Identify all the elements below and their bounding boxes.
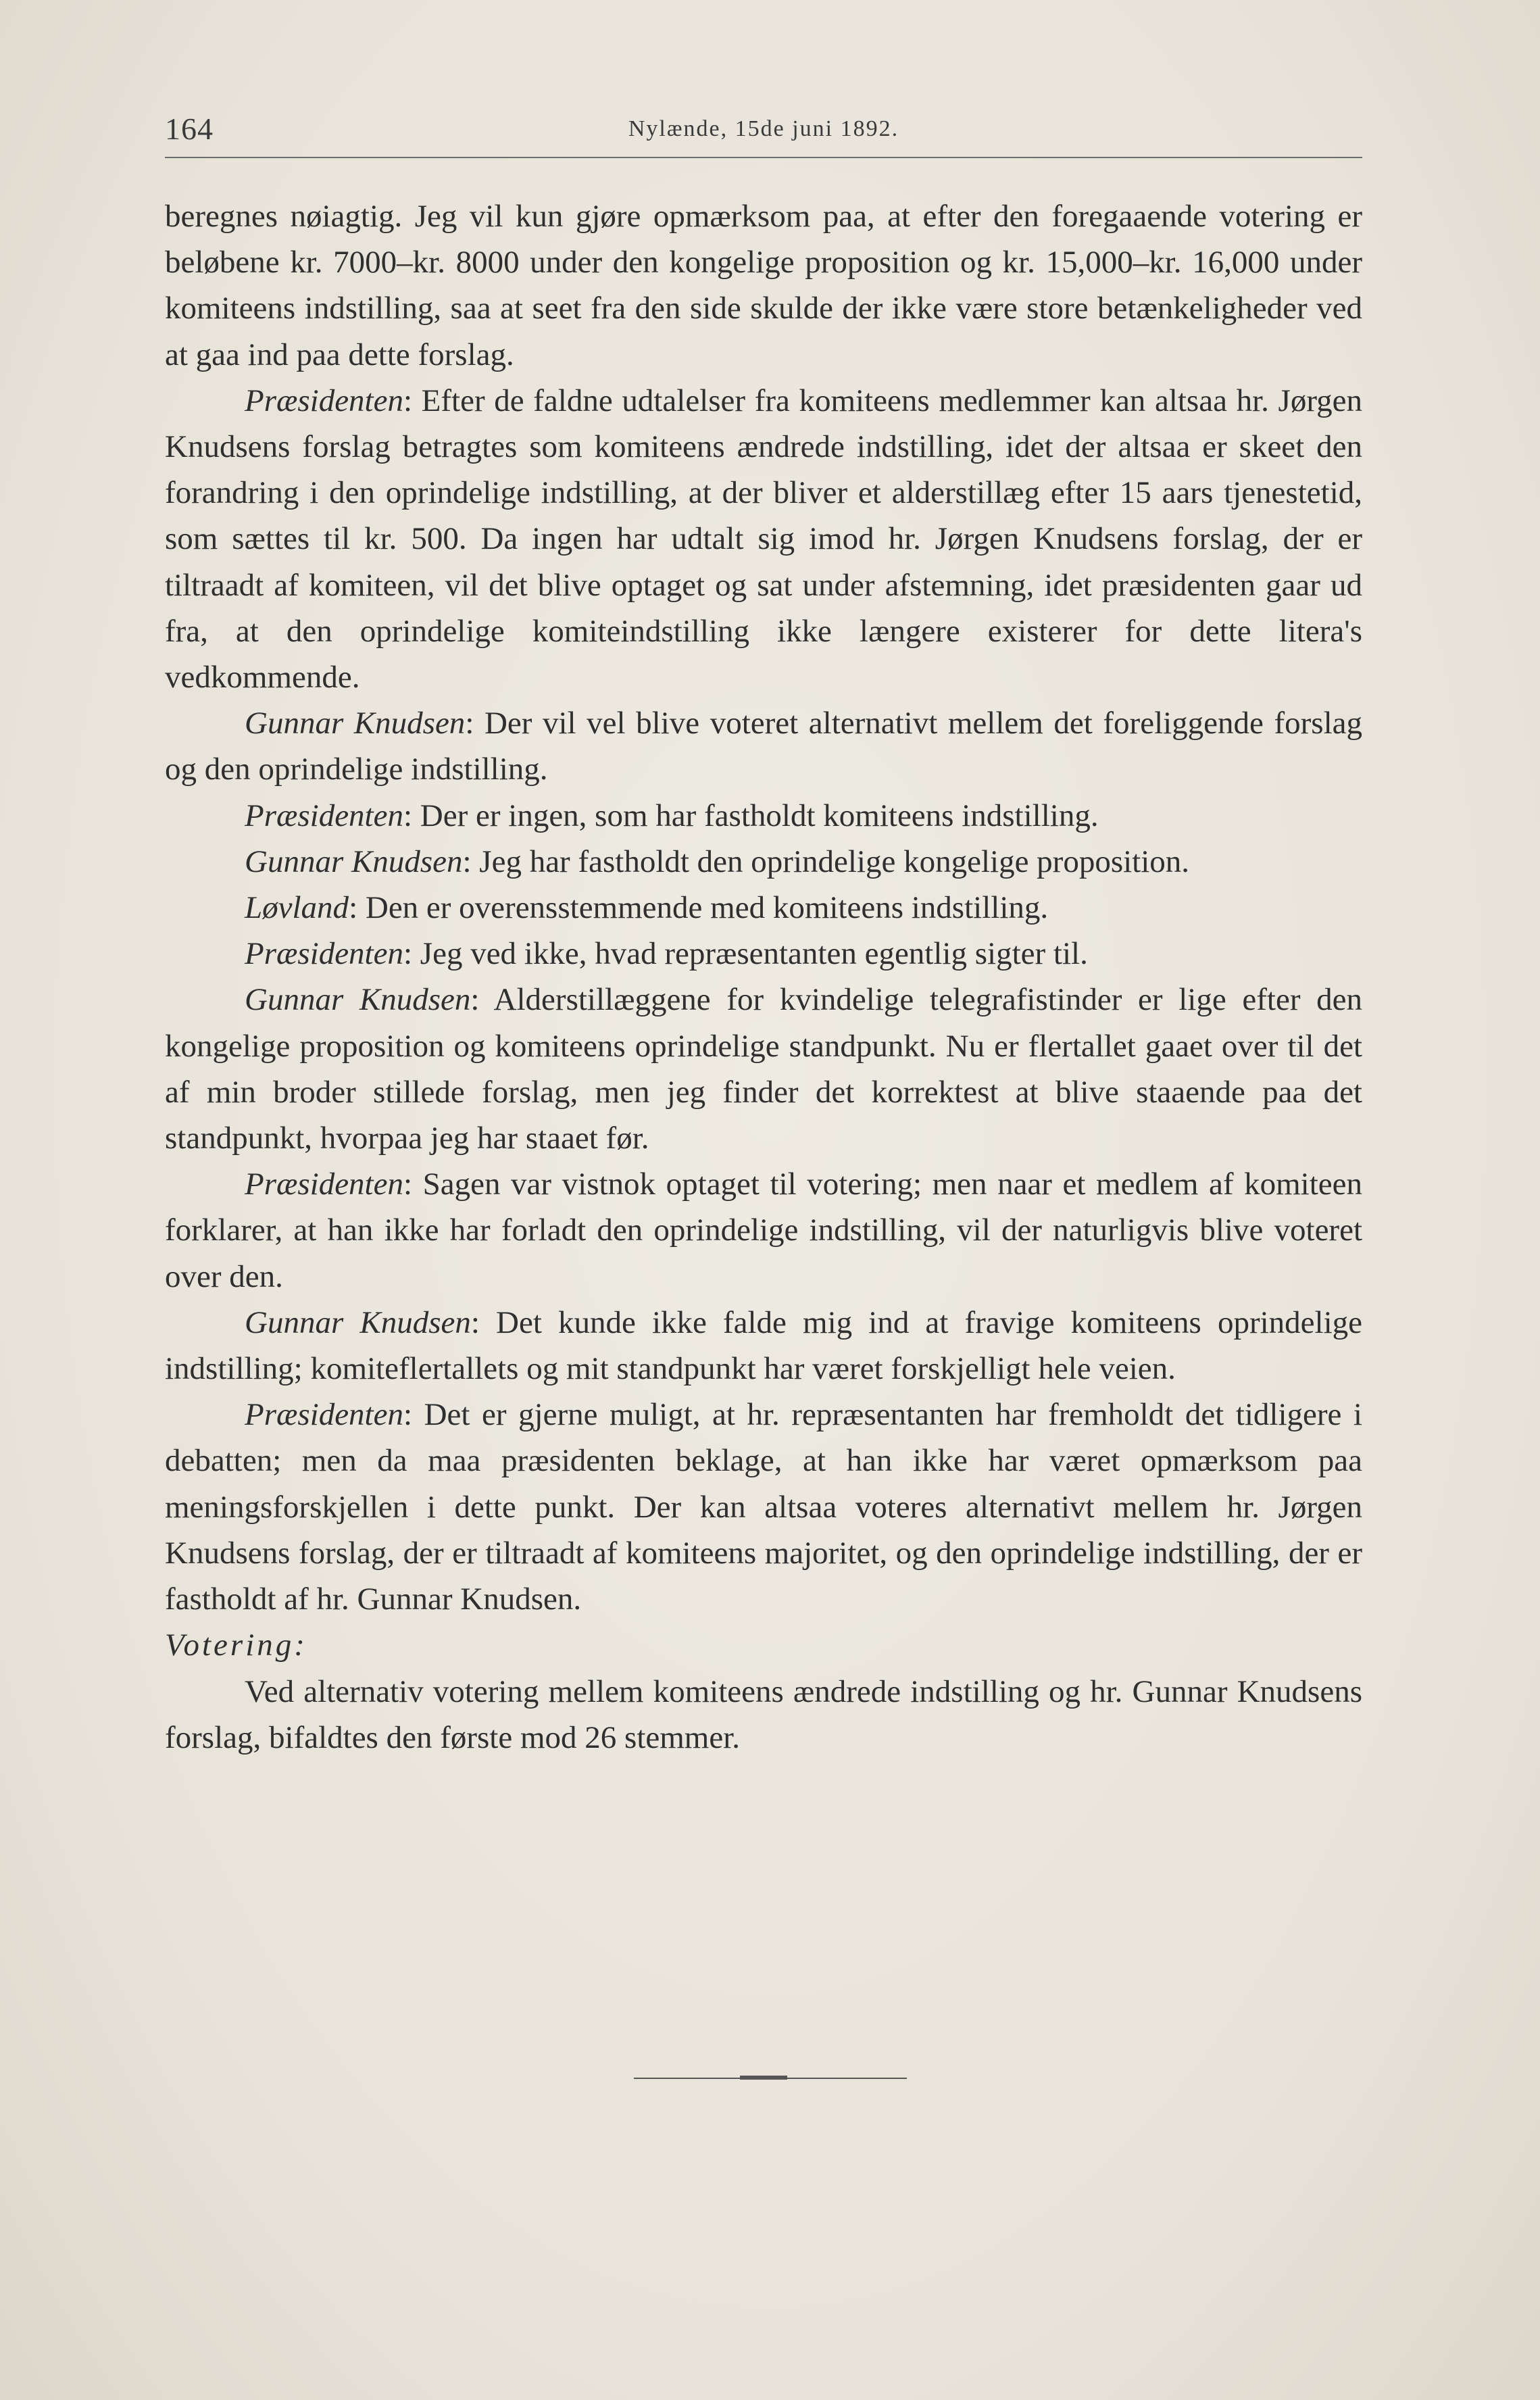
paragraph-text: : Sagen var vistnok optaget til votering; men naar et medlem af komiteen forklarer, at han ikke har forladt den oprindelige indstilling, vil der naturligvis blive voteret over den. <box>165 1167 1362 1294</box>
paragraph-text: : Der vil vel blive voteret alternativt mellem det foreliggende forslag og den oprindelige indstilling. <box>165 706 1362 787</box>
paragraph-text: : Jeg har fastholdt den oprindelige kongelige proposition. <box>462 843 1190 879</box>
speaker-name: Gunnar Knudsen <box>245 706 466 741</box>
end-rule-mark <box>740 2076 787 2080</box>
page-header <box>165 107 1362 154</box>
speaker-name: Gunnar Knudsen <box>245 1304 471 1340</box>
paragraph-text: beregnes nøiagtig. Jeg vil kun gjøre opmærksom paa, at efter den foregaaende votering er beløbene kr. 7000–kr. 8000 under den kongelige proposition og kr. 15,000–kr. 16,000 under komiteens indstilling, saa at seet fra den side skulde der ikke være store betænkeligheder ved at gaa ind paa dette forslag. <box>165 199 1362 372</box>
paragraph <box>165 931 1362 977</box>
speaker-name: Præsidenten <box>245 936 403 972</box>
speaker-name: Præsidenten <box>245 383 403 418</box>
paragraph <box>165 378 1362 700</box>
paragraph-text: : Efter de faldne udtalelser fra komiteens medlemmer kan altsaa hr. Jørgen Knudsens forslag betragtes som komiteens ændrede indstilling, idet der altsaa er skeet den forandring i den oprindelige indstilling, at der bliver et alderstillæg efter 15 aars tjenestetid, som sættes til kr. 500. Da ingen har udtalt sig imod hr. Jørgen Knudsens forslag, der er tiltraadt af komiteen, vil det blive optaget og sat under afstemning, idet præsidenten gaar ud fra, at den oprindelige komiteindstilling ikke længere existerer for dette litera's vedkommende. <box>165 383 1362 695</box>
speaker-name: Løvland <box>245 890 349 926</box>
paragraph-text: : Den er overensstemmende med komiteens indstilling. <box>349 890 1049 926</box>
header-rule <box>165 157 1362 158</box>
page-number: 164 <box>165 112 214 146</box>
running-head: Nylænde, 15de juni 1892. <box>628 116 899 141</box>
speaker-name: Gunnar Knudsen <box>245 982 471 1018</box>
speaker-name: Gunnar Knudsen <box>245 843 463 879</box>
body-text <box>165 193 1362 1761</box>
paragraph-text: : Alderstillæggene for kvindelige telegrafistinder er lige efter den kongelige proposition og komiteens oprindelige standpunkt. Nu er flertallet gaaet over til det af min broder stillede forslag, men jeg finder det korrektest at blive staaende paa det standpunkt, hvorpaa jeg har staaet før. <box>165 982 1363 1156</box>
paragraph <box>165 1161 1362 1300</box>
paragraph <box>165 1300 1362 1392</box>
voting-result <box>165 1669 1362 1761</box>
paragraph <box>165 1392 1362 1622</box>
paragraph-text: : Jeg ved ikke, hvad repræsentanten egentlig sigter til. <box>403 936 1088 972</box>
voting-heading-colon: : <box>294 1627 307 1663</box>
paragraph-text: : Det er gjerne muligt, at hr. repræsentanten har fremholdt det tidligere i debatten; men da maa præsidenten beklage, at han ikke har været opmærksom paa meningsforskjellen i dette punkt. Der kan altsaa voteres alternativt mellem hr. Jørgen Knudsens forslag, der er tiltraadt af komiteens majoritet, og den oprindelige indstilling, der er fastholdt af hr. Gunnar Knudsen. <box>165 1397 1362 1617</box>
paragraph-text: : Der er ingen, som har fastholdt komiteens indstilling. <box>403 798 1099 833</box>
speaker-name: Præsidenten <box>245 798 403 833</box>
paragraph <box>165 793 1362 839</box>
paragraph <box>165 193 1362 378</box>
speaker-name: Præsidenten <box>245 1167 403 1202</box>
paragraph <box>165 977 1362 1161</box>
paragraph <box>165 700 1362 792</box>
voting-heading <box>165 1622 1362 1668</box>
paragraph-text: : Det kunde ikke falde mig ind at fravige komiteens oprindelige indstilling; komiteflertallets og mit standpunkt har været forskjelligt hele veien. <box>165 1304 1362 1387</box>
voting-result-text: Ved alternativ votering mellem komiteens ændrede indstilling og hr. Gunnar Knudsens forslag, bifaldtes den første mod 26 stemmer. <box>165 1673 1362 1755</box>
speaker-name: Præsidenten <box>245 1397 403 1433</box>
paragraph <box>165 885 1362 931</box>
paragraph <box>165 839 1362 885</box>
voting-heading-text: Votering <box>165 1627 295 1663</box>
